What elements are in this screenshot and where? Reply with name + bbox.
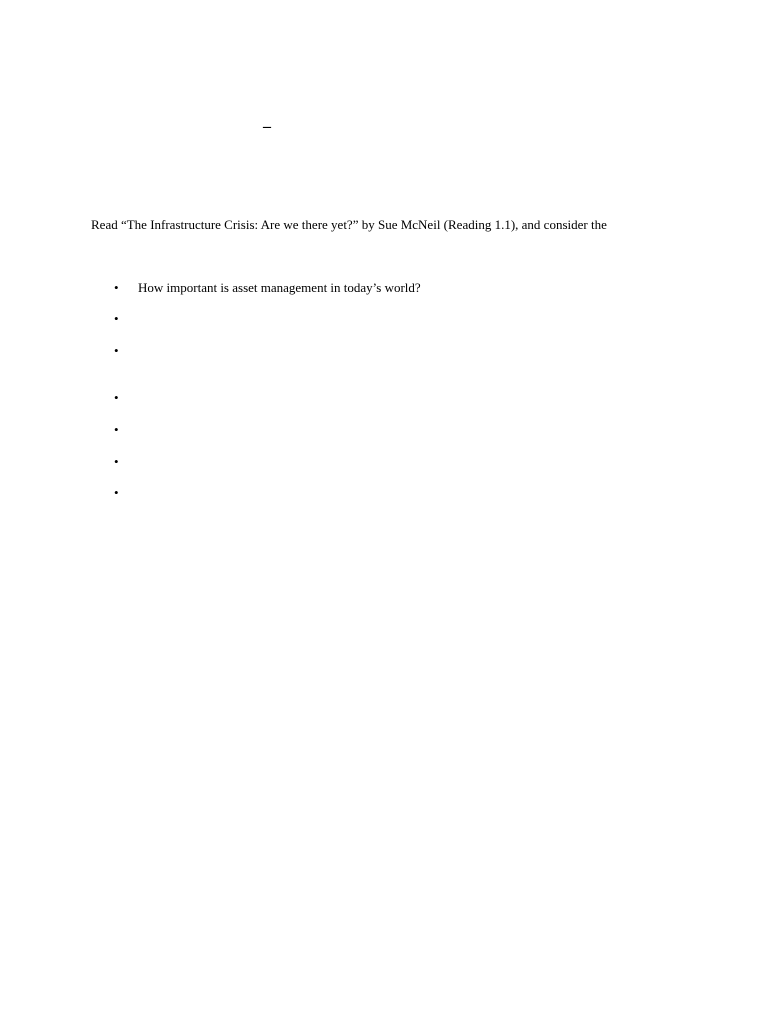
bullet-icon: • [114,454,119,469]
list-item [114,421,138,439]
list-item [114,484,138,502]
bullet-icon: • [114,422,119,437]
list-item [114,279,421,297]
list-item [114,389,138,407]
intro-paragraph: Read “The Infrastructure Crisis: Are we there yet?” by Sue McNeil (Reading 1.1), and consider the [91,217,607,232]
list-item [114,310,138,328]
bullet-icon: • [114,485,119,500]
bullet-icon: • [114,390,119,405]
bullet-icon: • [114,280,119,295]
list-item [114,342,138,360]
list-item [114,453,138,471]
bullet-icon: • [114,311,119,326]
bullet-icon: • [114,343,119,358]
heading-dash: – [263,118,271,135]
list-item-text: How important is asset management in today’s world? [138,280,421,295]
